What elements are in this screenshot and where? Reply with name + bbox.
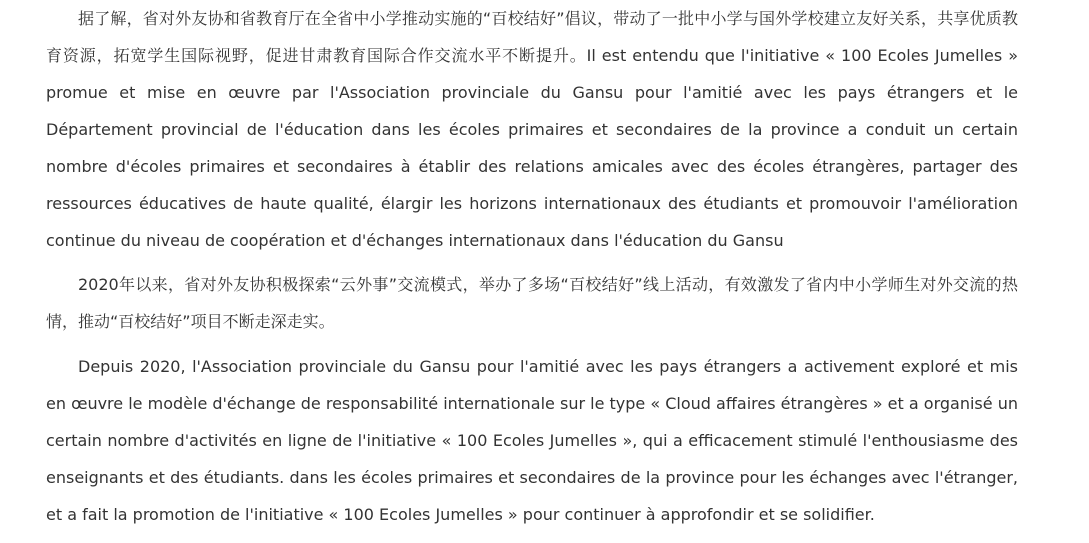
paragraph-1: 据了解，省对外友协和省教育厅在全省中小学推动实施的“百校结好”倡议，带动了一批中小学与国外学校建立友好关系，共享优质教育资源，拓宽学生国际视野，促进甘肃教育国际合作交流水平不断提升。Il est entendu que l'initiative « 100 Ecoles Jumelles » promue et mise en œuvre par l'Association provinciale du Gansu pour l'amitié avec les pays étrangers et le Département provincial de l'éducation dans les écoles primaires et secondaires de la province a conduit un certain nombre d'écoles primaires et secondaires à établir des relations amicales avec des écoles étrangères, partager des ressources éducatives de haute qualité, élargir les horizons internationaux des étudiants et promouvoir l'amélioration continue du niveau de coopération et d'échanges internationaux dans l'éducation du Gansu	[46, 9, 1018, 250]
paragraph-3: Depuis 2020, l'Association provinciale du Gansu pour l'amitié avec les pays étrangers a activement exploré et mis en œuvre le modèle d'échange de responsabilité internationale sur le type « Cloud affaires étrangères » et a organisé un certain nombre d'activités en ligne de l'initiative « 100 Ecoles Jumelles », qui a efficacement stimulé l'enthousiasme des enseignants et des étudiants. dans les écoles primaires et secondaires de la province pour les échanges avec l'étranger, et a fait la promotion de l'initiative « 100 Ecoles Jumelles » pour continuer à approfondir et se solidifier.	[46, 357, 1018, 524]
paragraph-2: 2020年以来，省对外友协积极探索“云外事”交流模式，举办了多场“百校结好”线上活动，有效激发了省内中小学师生对外交流的热情，推动“百校结好”项目不断走深走实。	[46, 275, 1018, 331]
